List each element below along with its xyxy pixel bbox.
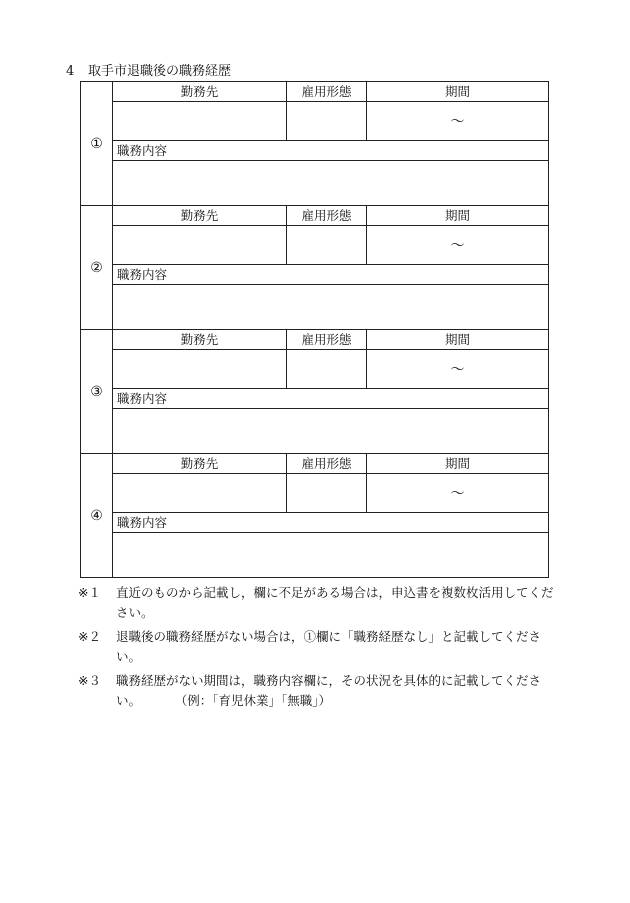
header-period: 期間 <box>367 206 549 226</box>
duties-field-3[interactable] <box>113 409 549 454</box>
duties-field-1[interactable] <box>113 161 549 206</box>
note-1 <box>78 583 558 623</box>
employment-type-field-2[interactable] <box>287 226 367 265</box>
note-mark-3: ※３ <box>78 673 101 688</box>
period-field-3[interactable]: ～ <box>367 350 549 389</box>
note-mark-1: ※１ <box>78 585 101 600</box>
section-title <box>66 63 231 81</box>
header-employment-type: 雇用形態 <box>287 206 367 226</box>
note-text-2: 退職後の職務経歴がない場合は，①欄に「職務経歴なし」と記載してください。 <box>116 629 542 664</box>
employer-field-4[interactable] <box>113 474 287 513</box>
period-field-2[interactable]: ～ <box>367 226 549 265</box>
header-employment-type: 雇用形態 <box>287 330 367 350</box>
entry-index-3: ③ <box>81 330 113 454</box>
duties-label-1: 職務内容 <box>113 141 549 161</box>
section-number: 4 <box>66 64 75 79</box>
header-employment-type: 雇用形態 <box>287 82 367 102</box>
entry-index-2: ② <box>81 206 113 330</box>
note-2 <box>78 627 558 667</box>
note-3 <box>78 671 558 711</box>
period-field-4[interactable]: ～ <box>367 474 549 513</box>
employer-field-2[interactable] <box>113 226 287 265</box>
table-row <box>81 141 549 161</box>
entry-index-4: ④ <box>81 454 113 578</box>
table-row <box>81 82 549 102</box>
table-row <box>81 533 549 578</box>
period-field-1[interactable]: ～ <box>367 102 549 141</box>
table-row <box>81 102 549 141</box>
section-title-text: 取手市退職後の職務経歴 <box>88 64 232 79</box>
header-period: 期間 <box>367 82 549 102</box>
table-row <box>81 350 549 389</box>
employer-field-3[interactable] <box>113 350 287 389</box>
table-row <box>81 285 549 330</box>
table-row <box>81 409 549 454</box>
work-history-table <box>80 81 549 578</box>
table-row <box>81 161 549 206</box>
header-period: 期間 <box>367 454 549 474</box>
employment-type-field-3[interactable] <box>287 350 367 389</box>
table-row <box>81 206 549 226</box>
employer-field-1[interactable] <box>113 102 287 141</box>
note-example: （例：「育児休業」「無職」） <box>181 693 332 708</box>
duties-field-4[interactable] <box>113 533 549 578</box>
duties-label-4: 職務内容 <box>113 513 549 533</box>
table-row <box>81 513 549 533</box>
header-employer: 勤務先 <box>113 82 287 102</box>
header-employer: 勤務先 <box>113 206 287 226</box>
employment-type-field-1[interactable] <box>287 102 367 141</box>
header-period: 期間 <box>367 330 549 350</box>
entry-index-1: ① <box>81 82 113 206</box>
header-employment-type: 雇用形態 <box>287 454 367 474</box>
table-row <box>81 226 549 265</box>
table-row <box>81 265 549 285</box>
note-mark-2: ※２ <box>78 629 101 644</box>
note-text-1: 直近のものから記載し，欄に不足がある場合は，申込書を複数枚活用してください。 <box>116 585 554 620</box>
note-text-3 <box>102 671 558 711</box>
table-row <box>81 389 549 409</box>
header-employer: 勤務先 <box>113 330 287 350</box>
notes <box>78 583 558 715</box>
table-row <box>81 474 549 513</box>
duties-field-2[interactable] <box>113 285 549 330</box>
employment-type-field-4[interactable] <box>287 474 367 513</box>
header-employer: 勤務先 <box>113 454 287 474</box>
duties-label-2: 職務内容 <box>113 265 549 285</box>
table-row <box>81 330 549 350</box>
duties-label-3: 職務内容 <box>113 389 549 409</box>
table-row <box>81 454 549 474</box>
note-text-3-body: 職務経歴がない期間は，職務内容欄に，その状況を具体的に記載してください。 <box>116 673 542 708</box>
